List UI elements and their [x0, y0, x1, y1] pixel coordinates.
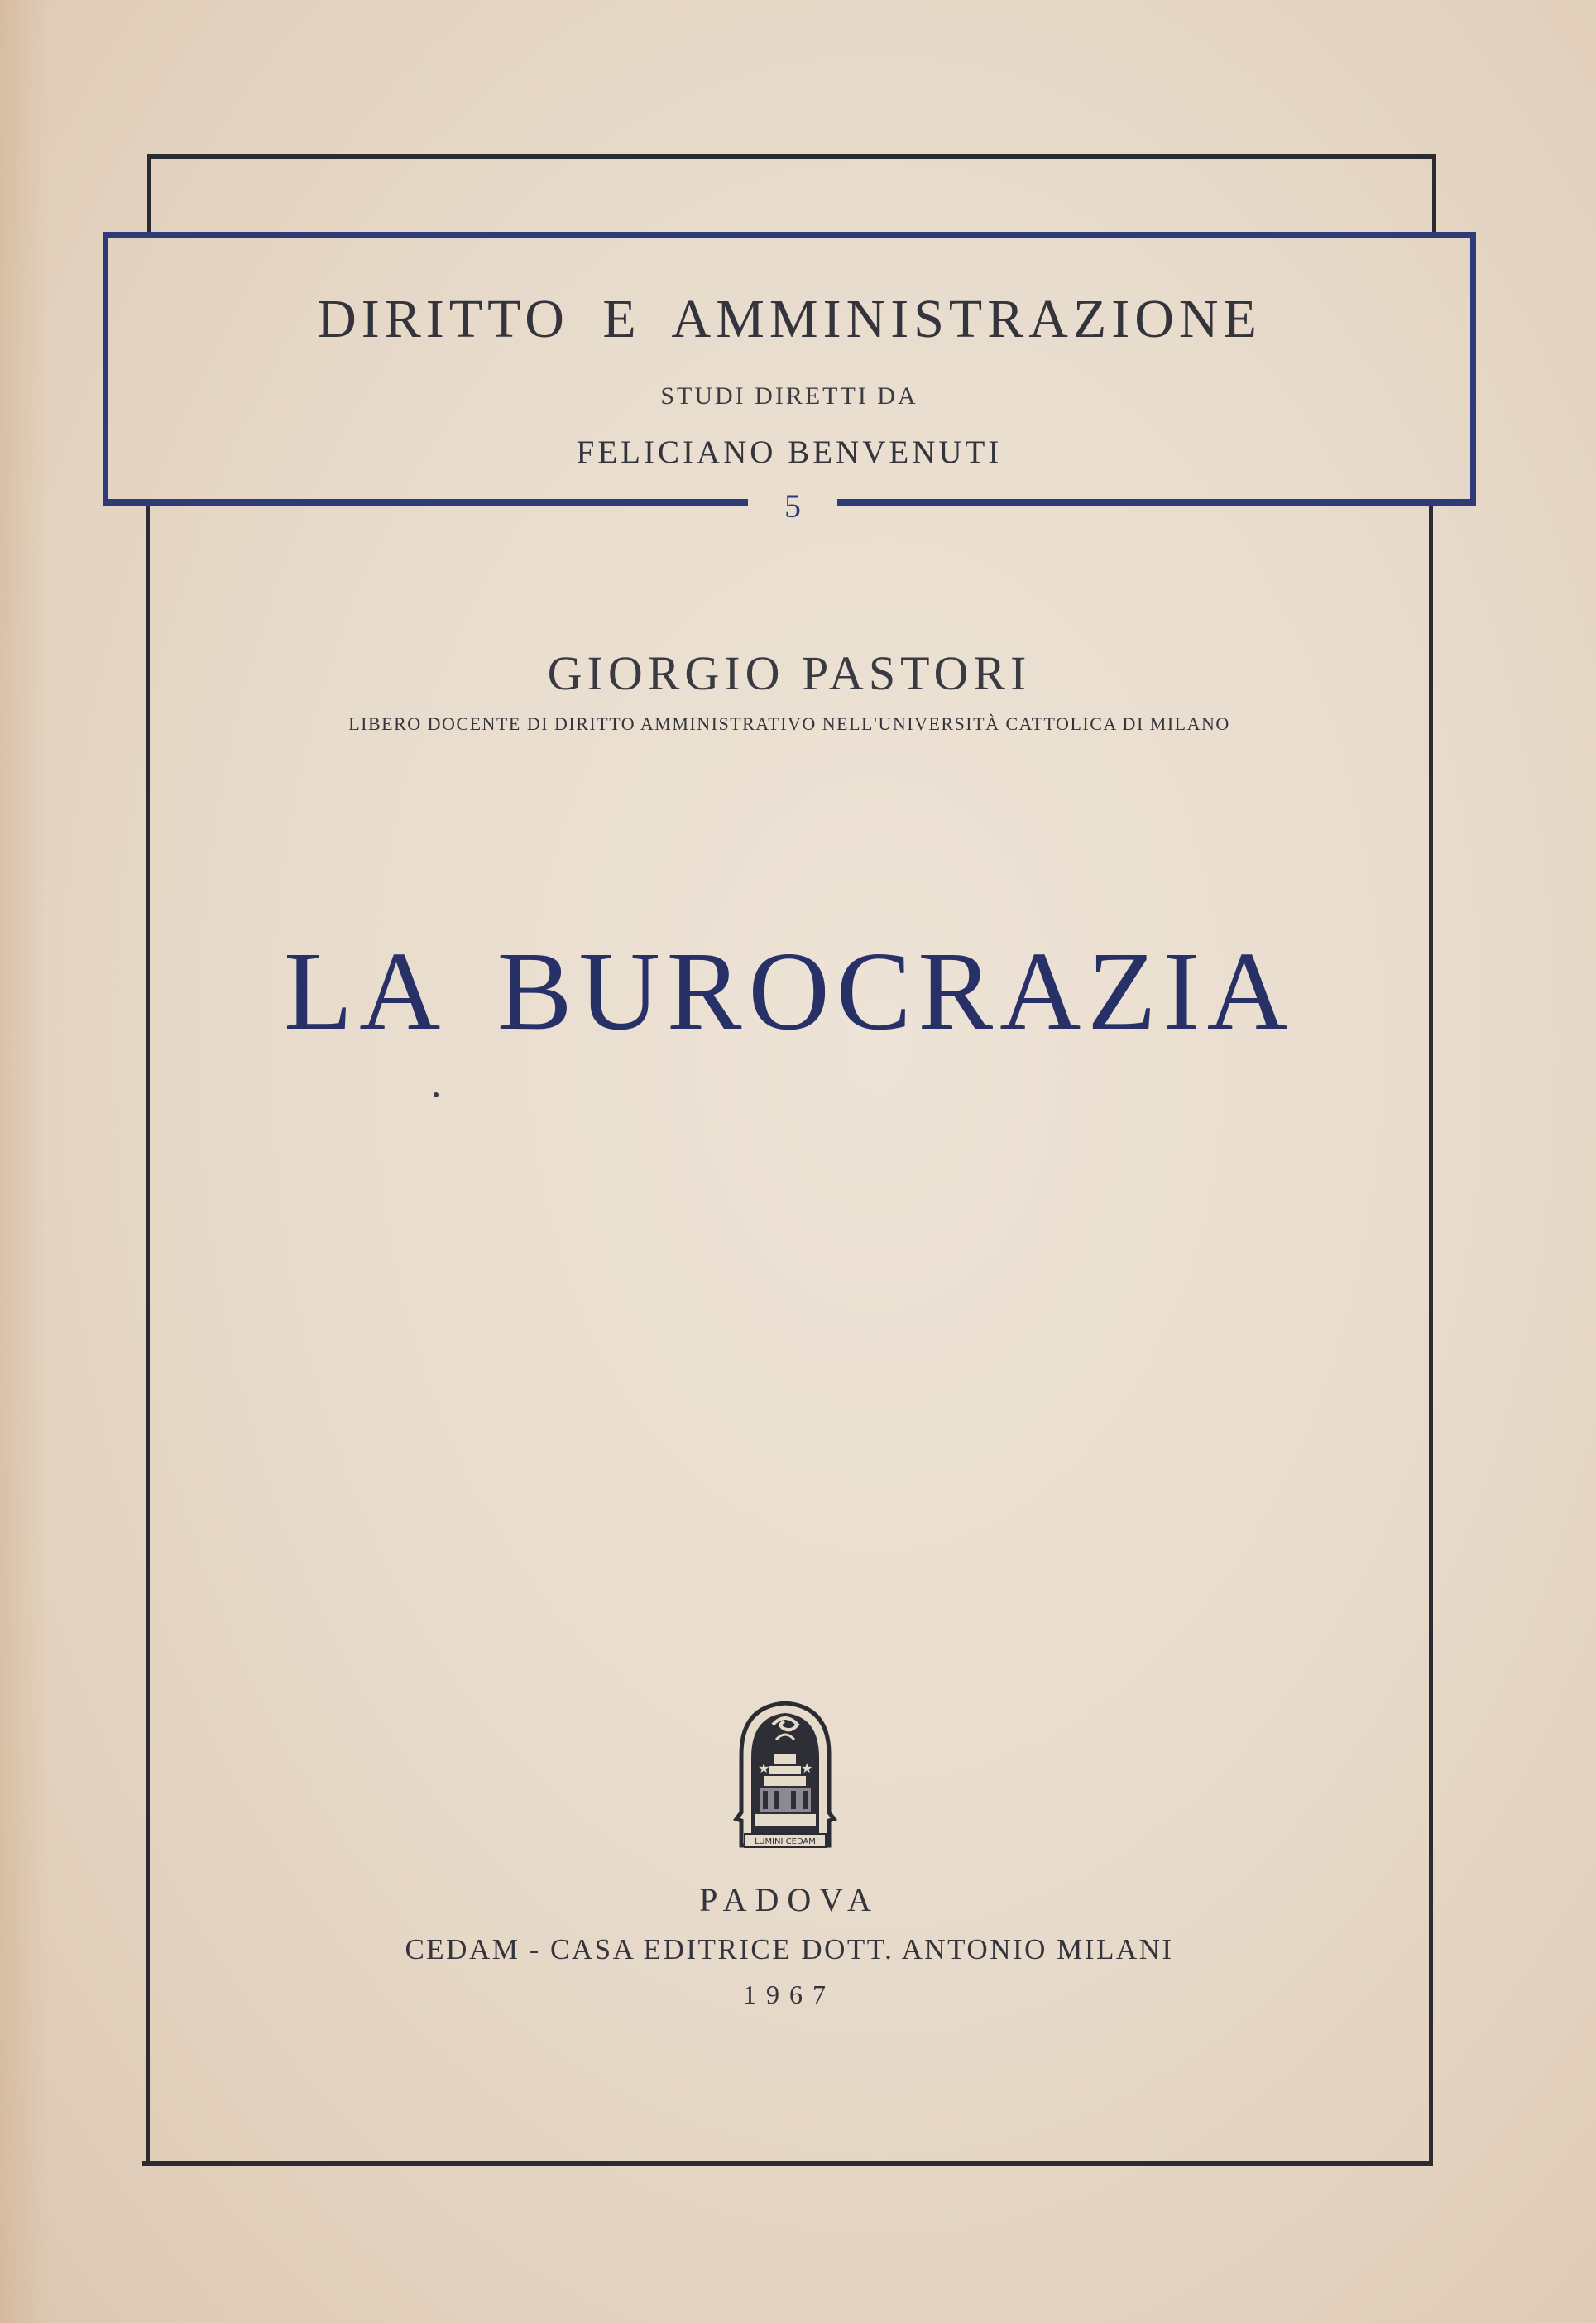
outer-frame-right-stub: [1432, 154, 1436, 233]
page-edge-shadow: [0, 0, 50, 2323]
imprint-publisher: CEDAM - CASA EDITRICE DOTT. ANTONIO MILANI: [405, 1933, 1174, 1965]
series-subtitle: STUDI DIRETTI DA: [660, 382, 918, 410]
series-editor: FELICIANO BENVENUTI: [576, 434, 1003, 470]
imprint-city: PADOVA: [699, 1881, 879, 1918]
publisher-mark-label: LUMINI CEDAM: [755, 1837, 816, 1846]
author-name: GIORGIO PASTORI: [547, 646, 1032, 700]
author-affiliation: LIBERO DOCENTE DI DIRITTO AMMINISTRATIVO NELL'UNIVERSITÀ CATTOLICA DI MILANO: [348, 713, 1230, 734]
svg-text:★: ★: [801, 1760, 813, 1776]
ink-speck: [434, 1092, 439, 1097]
outer-frame-left-stub: [147, 154, 151, 235]
book-title: LA BUROCRAZIA: [284, 929, 1295, 1054]
outer-frame-top-rule: [147, 154, 1436, 159]
series-number: 5: [784, 487, 801, 525]
publisher-mark-icon: [733, 1697, 837, 1854]
series-title: DIRITTO E AMMINISTRAZIONE: [317, 289, 1262, 349]
outer-frame-bottom-rule: [142, 2161, 1433, 2166]
series-box-bottom-rule-right: [837, 499, 1476, 506]
svg-text:★: ★: [758, 1760, 770, 1776]
series-box-bottom-rule-left: [103, 499, 748, 506]
imprint-year: 1967: [743, 1980, 836, 2009]
